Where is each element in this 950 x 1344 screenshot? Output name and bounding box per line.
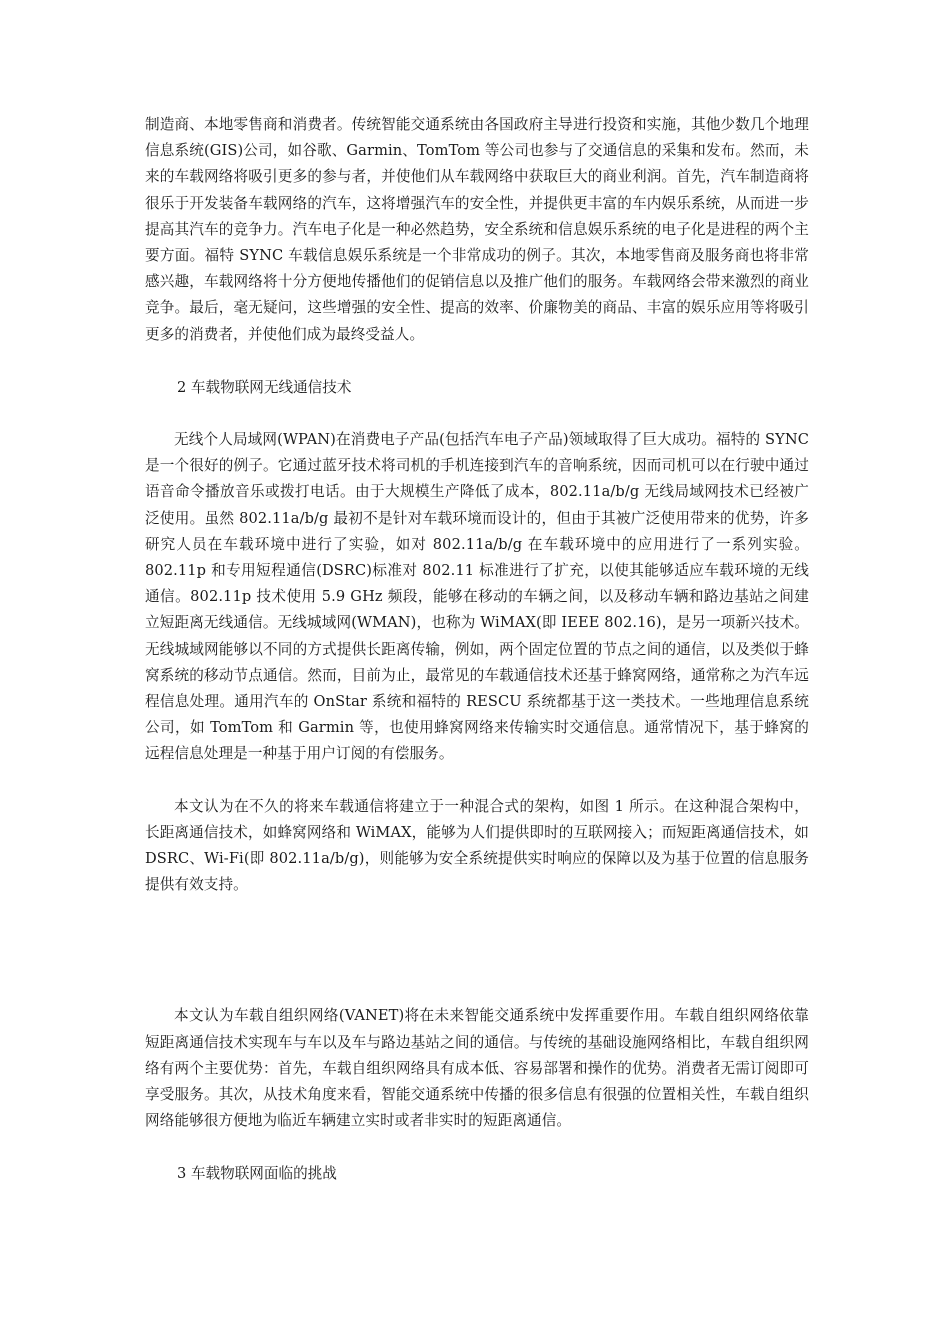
spacer xyxy=(145,348,809,375)
section-heading-3: 3 车载物联网面临的挑战 xyxy=(177,1164,337,1182)
paragraph-wireless-tech: 无线个人局域网(WPAN)在消费电子产品(包括汽车电子产品)领域取得了巨大成功。福特的 SYNC 是一个很好的例子。它通过蓝牙技术将司机的手机连接到汽车的音响系统，因而司机可以在行驶中通过语音命令播放音乐或拨打电话。由于大规模生产降低了成本，802.11a/b/g 无线局域网技术已经被广泛使用。虽然 802.11a/b/g 最初不是针对车载环境而设计的，但由于其被广泛使用带来的优势，许多研究人员在车载环境中进行了实验，如对 802.11a/b/g 在车载环境中的应用进行了一系列实验。802.11p 和专用短程通信(DSRC)标准对 802.11 标准进行了扩充，以使其能够适应车载环境的无线通信。802.11p 技术使用 5.9 GHz 频段，能够在移动的车辆之间，以及移动车辆和路边基站之间建立短距离无线通信。无线城域网(WMAN)，也称为 WiMAX(即 IEEE 802.16)，是另一项新兴技术。无线城域网能够以不同的方式提供长距离传输，例如，两个固定位置的节点之间的通信，以及类似于蜂窝系统的移动节点通信。然而，目前为止，最常见的车载通信技术还基于蜂窝网络，通常称之为汽车远程信息处理。通用汽车的 OnStar 系统和福特的 RESCU 系统都基于这一类技术。一些地理信息系统公司，如 TomTom 和 Garmin 等，也使用蜂窝网络来传输实时交通信息。通常情况下，基于蜂窝的远程信息处理是一种基于用户订阅的有偿服务。 xyxy=(145,431,809,763)
paragraph-hybrid-architecture: 本文认为在不久的将来车载通信将建立于一种混合式的架构，如图 1 所示。在这种混合架构中，长距离通信技术，如蜂窝网络和 WiMAX，能够为人们提供即时的互联网接入；而短距离通信技术，如 DSRC、Wi-Fi(即 802.11a/b/g)，则能够为安全系统提供实时响应的保障以及为基于位置的信息服务提供有效支持。 xyxy=(145,797,809,894)
document-page xyxy=(145,112,809,1187)
figure-gap xyxy=(145,898,809,1003)
section-heading-2: 2 车载物联网无线通信技术 xyxy=(177,378,352,396)
spacer xyxy=(145,401,809,427)
spacer xyxy=(145,1135,809,1161)
spacer xyxy=(145,768,809,794)
paragraph-intro: 制造商、本地零售商和消费者。传统智能交通系统由各国政府主导进行投资和实施，其他少数几个地理信息系统(GIS)公司，如谷歌、Garmin、TomTom 等公司也参与了交通信息的采集和发布。然而，未来的车载网络将吸引更多的参与者，并使他们从车载网络中获取巨大的商业利润。首先，汽车制造商将很乐于开发装备车载网络的汽车，这将增强汽车的安全性，并提供更丰富的车内娱乐系统，从而进一步提高其汽车的竞争力。汽车电子化是一种必然趋势，安全系统和信息娱乐系统的电子化是进程的两个主要方面。福特 SYNC 车载信息娱乐系统是一个非常成功的例子。其次，本地零售商及服务商也将非常感兴趣，车载网络将十分方便地传播他们的促销信息以及推广他们的服务。车载网络会带来激烈的商业竞争。最后，毫无疑问，这些增强的安全性、提高的效率、价廉物美的商品、丰富的娱乐应用等将吸引更多的消费者，并使他们成为最终受益人。 xyxy=(145,116,809,343)
paragraph-vanet: 本文认为车载自组织网络(VANET)将在未来智能交通系统中发挥重要作用。车载自组织网络依靠短距离通信技术实现车与车以及车与路边基站之间的通信。与传统的基础设施网络相比，车载自组织网络有两个主要优势：首先，车载自组织网络具有成本低、容易部署和操作的优势。消费者无需订阅即可享受服务。其次，从技术角度来看，智能交通系统中传播的很多信息有很强的位置相关性，车载自组织网络能够很方便地为临近车辆建立实时或者非实时的短距离通信。 xyxy=(145,1007,809,1130)
